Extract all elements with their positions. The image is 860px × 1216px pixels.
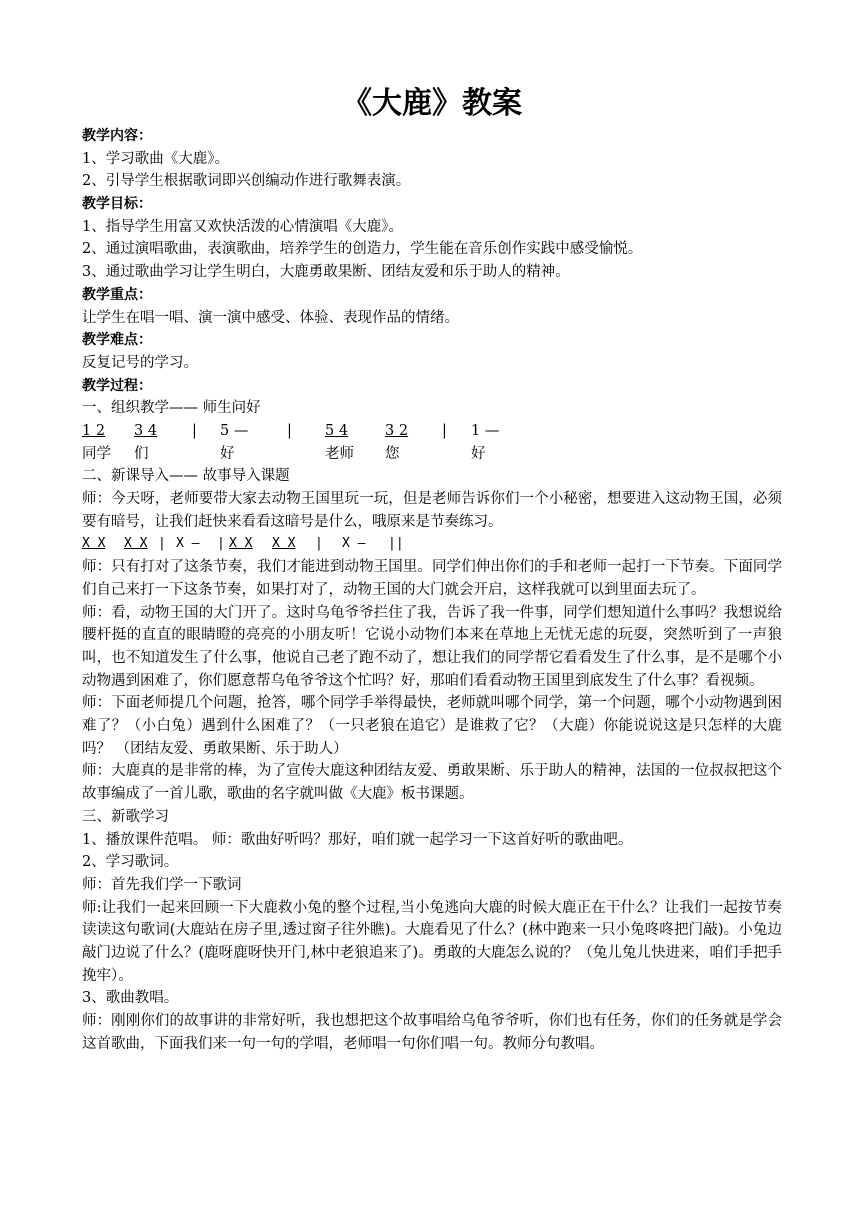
- step-3-title: 三、新歌学习: [82, 808, 169, 825]
- section-heading-content: 教学内容：: [82, 128, 152, 144]
- lyric-word: 们: [134, 445, 149, 462]
- note-group: 1 2: [82, 422, 106, 439]
- bar-line: |: [442, 422, 447, 439]
- paragraph-song-origin: 师：大鹿真的是非常的棒，为了宣传大鹿这种团结友爱、勇敢果断、乐于助人的精神，法国的一位叔叔把这个故事编成了一首儿歌，歌曲的名字就叫做《大鹿》板书课题。: [82, 763, 782, 803]
- step-1-title: 一、组织教学—— 师生问好: [82, 400, 261, 417]
- rhythm-group: X X: [82, 536, 106, 552]
- page-title: 《大鹿》教案: [342, 86, 522, 121]
- step-3-item-3: 3、歌曲教唱。: [82, 990, 179, 1007]
- paragraph-questions: 师：下面老师提几个问题，抢答，哪个同学手举得最快，老师就叫哪个同学，第一个问题，哪个小动物遇到困难了？（小白兔）遇到什么困难了？（一只老狼在追它）是谁救了它？（大鹿）你能说说这是只怎样的大鹿吗？ （团结友爱、勇敢果断、乐于助人）: [82, 695, 782, 757]
- greeting-lyrics: [82, 443, 782, 466]
- bar-line: |: [158, 536, 166, 552]
- bar-line: |: [287, 422, 292, 439]
- section-heading-goals: 教学目标：: [82, 196, 152, 213]
- goal-item-2: 2、通过演唱歌曲，表演歌曲，培养学生的创造力，学生能在音乐创作实践中感受愉悦。: [82, 241, 643, 258]
- lyric-word: 同学: [82, 445, 111, 462]
- rhythm-notation: [82, 533, 782, 556]
- goal-item-3: 3、通过歌曲学习让学生明白，大鹿勇敢果断、团结友爱和乐于助人的精神。: [82, 264, 570, 281]
- rhythm-group: X —: [342, 536, 366, 552]
- content-item-2: 2、引导学生根据歌词即兴创编动作进行歌舞表演。: [82, 173, 411, 190]
- focus-text: 让学生在唱一唱、演一演中感受、体验、表现作品的情绪。: [82, 309, 459, 326]
- step-3-item-2-text: 师：首先我们学一下歌词: [82, 876, 242, 893]
- paragraph-story: 师：看，动物王国的大门开了。这时乌龟爷爷拦住了我，告诉了我一件事，同学们想知道什么事吗？我想说给腰杆挺的直直的眼睛瞪的亮亮的小朋友听！它说小动物们本来在草地上无忧无虑的玩耍，突然听到了一声狼叫，也不知道发生了什么事，他说自己老了跑不动了，想让我们的同学帮它看看发生了什么事，是不是哪个小动物遇到困难了，你们愿意帮乌龟爷爷这个忙吗？好，那咱们看看动物王国里到底发生了什么事？看视频。: [82, 604, 782, 689]
- greeting-notation: [82, 420, 782, 443]
- rhythm-group: X X: [124, 536, 148, 552]
- section-heading-process: 教学过程：: [82, 377, 152, 394]
- rhythm-group: X —: [176, 536, 200, 552]
- document-body: [82, 125, 782, 1055]
- note-group: 5 —: [220, 422, 249, 439]
- step-3-item-1: 1、播放课件范唱。 师：歌曲好听吗？那好，咱们就一起学习一下这首好听的歌曲吧。: [82, 831, 633, 848]
- note-group: 3 4: [134, 422, 158, 439]
- end-bar-line: ||: [388, 536, 404, 552]
- section-heading-focus: 教学重点：: [82, 286, 152, 303]
- step-2-title: 二、新课导入—— 故事导入课题: [82, 468, 290, 485]
- content-item-1: 1、学习歌曲《大鹿》。: [82, 150, 229, 167]
- section-heading-difficulty: 教学难点：: [82, 332, 152, 349]
- difficulty-text: 反复记号的学习。: [82, 354, 198, 371]
- goal-item-1: 1、指导学生用富又欢快活泼的心情演唱《大鹿》。: [82, 218, 403, 235]
- paragraph-teaching: 师：刚刚你们的故事讲的非常好听，我也想把这个故事唱给乌龟爷爷听，你们也有任务，你们的任务就是学会这首歌曲，下面我们来一句一句的学唱，老师唱一句你们唱一句。教师分句教唱。: [82, 1013, 782, 1052]
- bar-line: |: [192, 422, 197, 439]
- rhythm-group: X X: [272, 536, 296, 552]
- paragraph-intro: 师：今天呀，老师要带大家去动物王国里玩一玩，但是老师告诉你们一个小秘密，想要进入这动物王国，必须要有暗号，让我们赶快来看看这暗号是什么，哦原来是节奏练习。: [82, 491, 782, 530]
- rhythm-group: X X: [229, 536, 253, 552]
- step-3-item-2: 2、学习歌词。: [82, 854, 179, 871]
- note-group: 5 4: [325, 422, 349, 439]
- note-group: 1 —: [471, 422, 500, 439]
- lyric-word: 您: [385, 445, 400, 462]
- lyric-word: 好: [471, 445, 486, 462]
- paragraph-rhythm: 师：只有打对了这条节奏，我们才能进到动物王国里。同学们伸出你们的手和老师一起打一下节奏。下面同学们自己来打一下这条节奏，如果打对了，动物王国的大门就会开启，这样我就可以到里面去玩了。: [82, 559, 782, 598]
- lyric-word: 老师: [325, 445, 354, 462]
- lyric-word: 好: [220, 445, 235, 462]
- bar-line: |: [217, 536, 225, 552]
- note-group: 3 2: [385, 422, 409, 439]
- bar-line: |: [315, 536, 323, 552]
- paragraph-lyrics: 师:让我们一起来回顾一下大鹿救小兔的整个过程,当小兔逃向大鹿的时候大鹿正在干什么？让我们一起按节奏读读这句歌词(大鹿站在房子里,透过窗子往外瞧)。大鹿看见了什么？(林中跑来一只小兔咚咚把门敲)。小兔边敲门边说了什么？(鹿呀鹿呀快开门,林中老狼追来了)。勇敢的大鹿怎么说的？（兔儿兔儿快进来，咱们手把手挽牢）。: [82, 899, 782, 984]
